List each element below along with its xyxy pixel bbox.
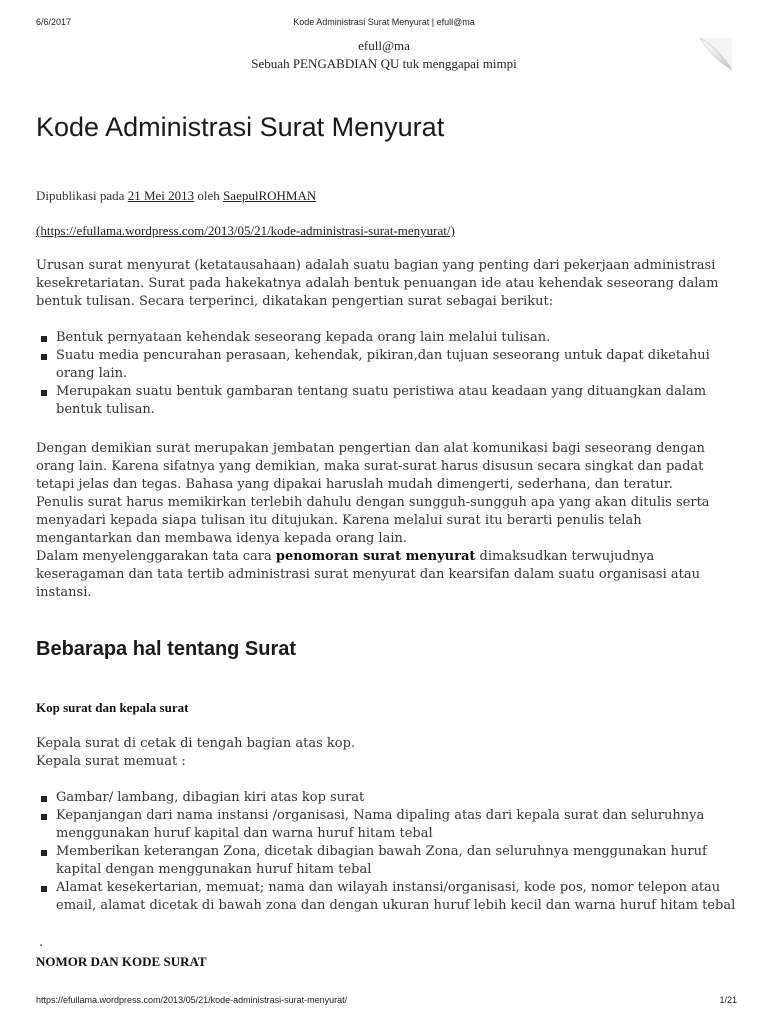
subheading-kop-surat: Kop surat dan kepala surat — [36, 700, 189, 715]
paragraph-text: dimaksudkan terwujudnya keseragaman dan tata tertib administrasi surat menyurat dan kearsifan dalam suatu organisasi atau instansi. — [36, 549, 700, 600]
bullet-icon — [41, 336, 47, 342]
list-item-text: Kepanjangan dari nama instansi /organisasi, Nama dipaling atas dari kepala surat dan seluruhnya menggunakan huruf kapital dan warna huruf hitam tebal — [56, 808, 705, 841]
bold-term: penomoran surat menyurat — [275, 549, 476, 564]
intro-paragraph: Urusan surat menyurat (ketatausahaan) adalah suatu bagian yang penting dari pekerjaan administrasi kesekretariatan. Surat pada hakekatnya adalah bentuk penuangan ide atau kehendak seseorang dalam bentuk tulisan. Secara terperinci, dikatakan pengertian surat sebagai berikut: — [36, 258, 719, 309]
list-item-text: Suatu media pencurahan perasaan, kehendak, pikiran,dan tujuan seseorang untuk dapat diketahui orang lain. — [56, 348, 710, 381]
print-footer-url: https://efullama.wordpress.com/2013/05/21/kode-administrasi-surat-menyurat/ — [36, 995, 348, 1005]
section-heading: Bebarapa hal tentang Surat — [36, 638, 297, 660]
by-label: oleh — [197, 188, 220, 203]
post-title: Kode Administrasi Surat Menyurat — [36, 112, 445, 142]
post-meta — [36, 188, 316, 204]
paragraph-text: Dalam menyelenggarakan tata cara — [36, 549, 276, 564]
page-curl-icon — [698, 36, 734, 72]
bullet-icon — [41, 850, 47, 856]
definition-list — [36, 329, 736, 419]
author-link[interactable]: SaepulROHMAN — [223, 188, 317, 203]
list-item-text: Alamat kesekertarian, memuat; nama dan wilayah instansi/organisasi, kode pos, nomor telepon atau email, alamat dicetak di bawah zona dan dengan ukuran huruf lebih kecil dan warna huruf hitam tebal — [56, 880, 736, 913]
list-item-text: Merupakan suatu bentuk gambaran tentang suatu peristiwa atau keadaan yang dituangkan dalam bentuk tulisan. — [56, 384, 707, 417]
list-item — [36, 807, 736, 843]
list-item — [36, 347, 736, 383]
bullet-icon — [41, 354, 47, 360]
list-item — [36, 843, 736, 879]
body-paragraphs — [36, 440, 736, 602]
print-page-number: 1/21 — [719, 995, 737, 1005]
bullet-icon — [41, 814, 47, 820]
list-item — [36, 329, 736, 347]
list-item — [36, 789, 736, 807]
list-item — [36, 879, 736, 915]
print-page-title: Kode Administrasi Surat Menyurat | efull@ma — [293, 17, 475, 27]
subheading-nomor-kode-surat: NOMOR DAN KODE SURAT — [36, 954, 207, 969]
post-date-link[interactable]: 21 Mei 2013 — [127, 188, 195, 203]
post-url — [36, 223, 455, 239]
kop-line: Kepala surat memuat : — [36, 754, 186, 769]
paragraph-penulis: Penulis surat harus memikirkan terlebih dahulu dengan sungguh-sungguh apa yang akan ditulis serta menyadari kepada siapa tulisan itu ditujukan. Karena melalui surat itu berarti penulis telah mengantarkan dan membawa idenya kepada orang lain. — [36, 495, 710, 546]
bullet-icon — [41, 796, 47, 802]
kop-line: Kepala surat di cetak di tengah bagian atas kop. — [36, 736, 356, 751]
bullet-icon — [41, 886, 47, 892]
published-prefix: Dipublikasi pada — [36, 188, 125, 203]
list-item-text: Bentuk pernyataan kehendak seseorang kepada orang lain melalui tulisan. — [56, 330, 551, 345]
list-item — [36, 383, 736, 419]
bullet-icon — [41, 390, 47, 396]
post-url-link[interactable]: (https://efullama.wordpress.com/2013/05/21/kode-administrasi-surat-menyurat/) — [36, 223, 455, 238]
list-item-text: Memberikan keterangan Zona, dicetak dibagian bawah Zona, dan seluruhnya menggunakan huruf kapital dengan menggunakan huruf hitam tebal — [56, 844, 707, 877]
print-date: 6/6/2017 — [36, 17, 72, 27]
site-title[interactable]: efull@ma — [358, 38, 410, 53]
stray-dot: . — [39, 935, 44, 950]
kop-description — [36, 735, 736, 771]
paragraph-komunikasi: Dengan demikian surat merupakan jembatan pengertian dan alat komunikasi bagi seseorang dengan orang lain. Karena sifatnya yang demikian, maka surat-surat harus disusun secara singkat dan padat tetapi jelas dan tegas. Bahasa yang dipakai haruslah mudah dimengerti, sederhana, dan teratur. — [36, 441, 705, 492]
site-tagline: Sebuah PENGABDIAN QU tuk menggapai mimpi — [251, 56, 517, 71]
kop-item-list — [36, 789, 736, 915]
list-item-text: Gambar/ lambang, dibagian kiri atas kop surat — [56, 790, 365, 805]
paragraph-penomoran — [36, 548, 736, 602]
